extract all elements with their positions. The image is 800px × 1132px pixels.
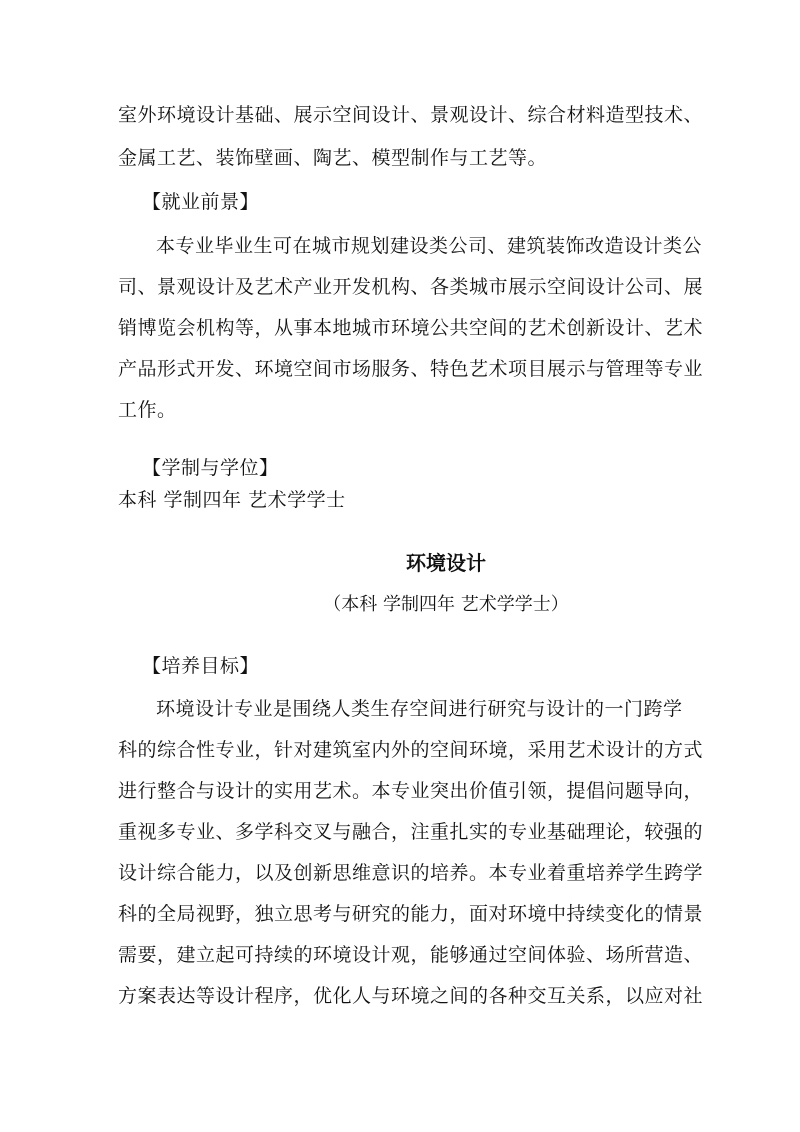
employment-line-5: 工作。 [118,399,177,421]
course-list-line-1: 室外环境设计基础、展示空间设计、景观设计、综合材料造型技术、 [118,104,704,126]
goals-line-2: 科的综合性专业，针对建筑室内外的空间环境，采用艺术设计的方式 [118,739,704,761]
goals-heading: 【培养目标】 [142,655,260,677]
goals-line-5: 设计综合能力，以及创新思维意识的培养。本专业着重培养学生跨学 [118,862,704,884]
degree-heading: 【学制与学位】 [142,457,279,479]
major-title: 环境设计 [406,551,486,575]
employment-line-4: 产品形式开发、环境空间市场服务、特色艺术项目展示与管理等专业 [118,358,704,380]
goals-line-1: 环境设计专业是围绕人类生存空间进行研究与设计的一门跨学 [156,698,683,720]
goals-line-3: 进行整合与设计的实用艺术。本专业突出价值引领，提倡问题导向， [118,780,704,802]
goals-line-8: 方案表达等设计程序，优化人与环境之间的各种交互关系，以应对社 [118,985,704,1007]
employment-line-2: 司、景观设计及艺术产业开发机构、各类城市展示空间设计公司、展 [118,276,704,298]
employment-line-1: 本专业毕业生可在城市规划建设类公司、建筑装饰改造设计类公 [156,235,703,257]
goals-line-6: 科的全局视野，独立思考与研究的能力，面对环境中持续变化的情景 [118,903,704,925]
employment-line-3: 销博览会机构等，从事本地城市环境公共空间的艺术创新设计、艺术 [118,317,704,339]
employment-heading: 【就业前景】 [142,191,260,213]
course-list-line-2: 金属工艺、装饰壁画、陶艺、模型制作与工艺等。 [118,147,548,169]
major-subtitle: （本科 学制四年 艺术学学士） [323,594,569,615]
goals-line-4: 重视多专业、多学科交叉与融合，注重扎实的专业基础理论，较强的 [118,821,704,843]
goals-line-7: 需要，建立起可持续的环境设计观，能够通过空间体验、场所营造、 [118,944,704,966]
degree-text: 本科 学制四年 艺术学学士 [118,489,346,511]
